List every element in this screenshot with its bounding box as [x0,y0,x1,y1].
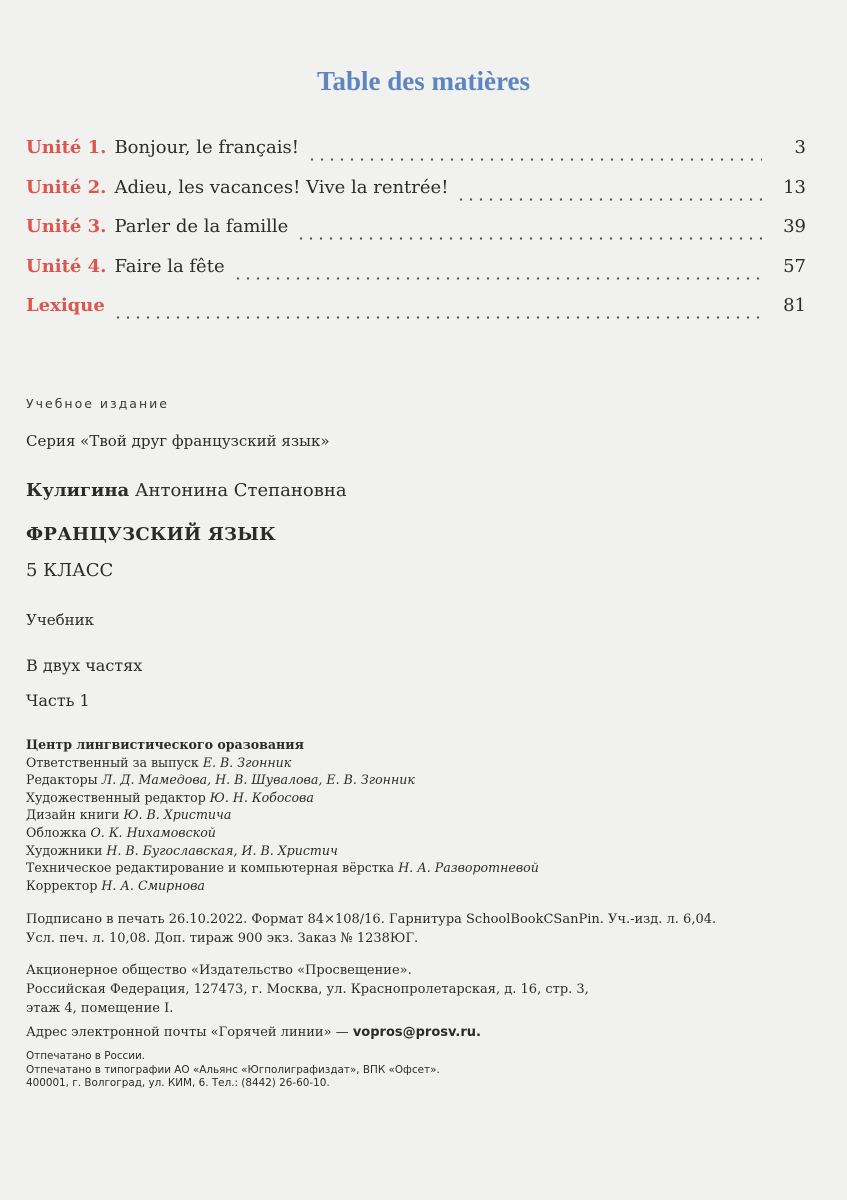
printing-info: Отпечатано в России. Отпечатано в типографии АО «Альянс «Югполиграфиздат», ВПК «Офсет». 400001, г. Волгоград, ул. КИМ, 6. Тел.: (8442) 26-60-10. [26,1050,440,1089]
toc-unit-label: Unité 1. [26,137,107,158]
credit-line: Редакторы Л. Д. Мамедова, Н. В. Шувалова, Е. В. Згонник [26,772,415,788]
toc-unit-label: Unité 3. [26,216,107,237]
email-address[interactable]: vopros@prosv.ru. [352,1025,481,1040]
toc-page-number: 57 [783,255,806,277]
dot-leader [233,277,762,280]
toc-page-number: 13 [783,176,806,198]
toc-unit-label: Lexique [26,295,105,316]
toc-entry-title: Parler de la famille [114,216,289,237]
author-surname: Кулигина [26,480,130,501]
toc-entry[interactable] [26,215,806,255]
grade: 5 КЛАСС [26,560,114,581]
toc-unit-label: Unité 2. [26,176,107,198]
credit-line: Ответственный за выпуск Е. В. Згонник [26,754,292,770]
part-number: Часть 1 [26,691,90,710]
credit-line: Художники Н. В. Бугославская, И. В. Христич [26,842,338,858]
series-name: Серия «Твой друг французский язык» [26,432,330,450]
dot-leader [456,198,762,201]
toc-page-number: 81 [783,295,806,316]
toc-entry-title: Adieu, les vacances! Vive la rentrée! [114,176,449,198]
table-of-contents [26,136,806,334]
toc-page-number: 39 [783,216,806,237]
toc-entry[interactable] [26,255,806,295]
author-given-names: Антонина Степановна [134,480,347,501]
credits-center: Центр лингвистического оразования [26,737,304,752]
dot-leader [296,237,762,240]
toc-page-number: 3 [794,137,806,158]
credit-line: Обложка О. К. Нихамовской [26,824,216,840]
credit-line: Техническое редактирование и компьютерная вёрстка Н. А. Разворотневой [26,860,539,876]
hotline-email [26,1025,481,1040]
toc-entry[interactable] [26,294,806,334]
dot-leader [113,316,762,319]
toc-entry-title: Bonjour, le français! [114,137,299,158]
toc-unit-label: Unité 4. [26,255,107,277]
toc-entry-title: Faire la fête [114,255,225,277]
book-title: ФРАНЦУЗСКИЙ ЯЗЫК [26,524,276,545]
book-type: Учебник [26,611,95,629]
credits-block [26,736,826,894]
author [26,480,347,501]
edition-type-label: Учебное издание [26,396,169,411]
email-label: Адрес электронной почты «Горячей линии» — [26,1025,349,1040]
credit-line: Корректор Н. А. Смирнова [26,877,205,893]
parts-count: В двух частях [26,656,143,675]
publisher-info: Акционерное общество «Издательство «Просвещение». Российская Федерация, 127473, г. Москва, ул. Краснопролетарская, д. 16, стр. 3, этаж 4, помещение I. [26,963,589,1016]
print-info: Подписано в печать 26.10.2022. Формат 84×108/16. Гарнитура SchoolBookCSanPin. Уч.-изд. л. 6,04. Усл. печ. л. 10,08. Доп. тираж 900 экз. Заказ № 1238ЮГ. [26,912,717,946]
toc-title: Table des matières [317,66,530,96]
credit-line: Художественный редактор Ю. Н. Кобосова [26,789,314,805]
credit-line: Дизайн книги Ю. В. Христича [26,807,232,823]
toc-entry[interactable] [26,136,806,176]
toc-entry[interactable] [26,176,806,216]
dot-leader [307,158,762,161]
